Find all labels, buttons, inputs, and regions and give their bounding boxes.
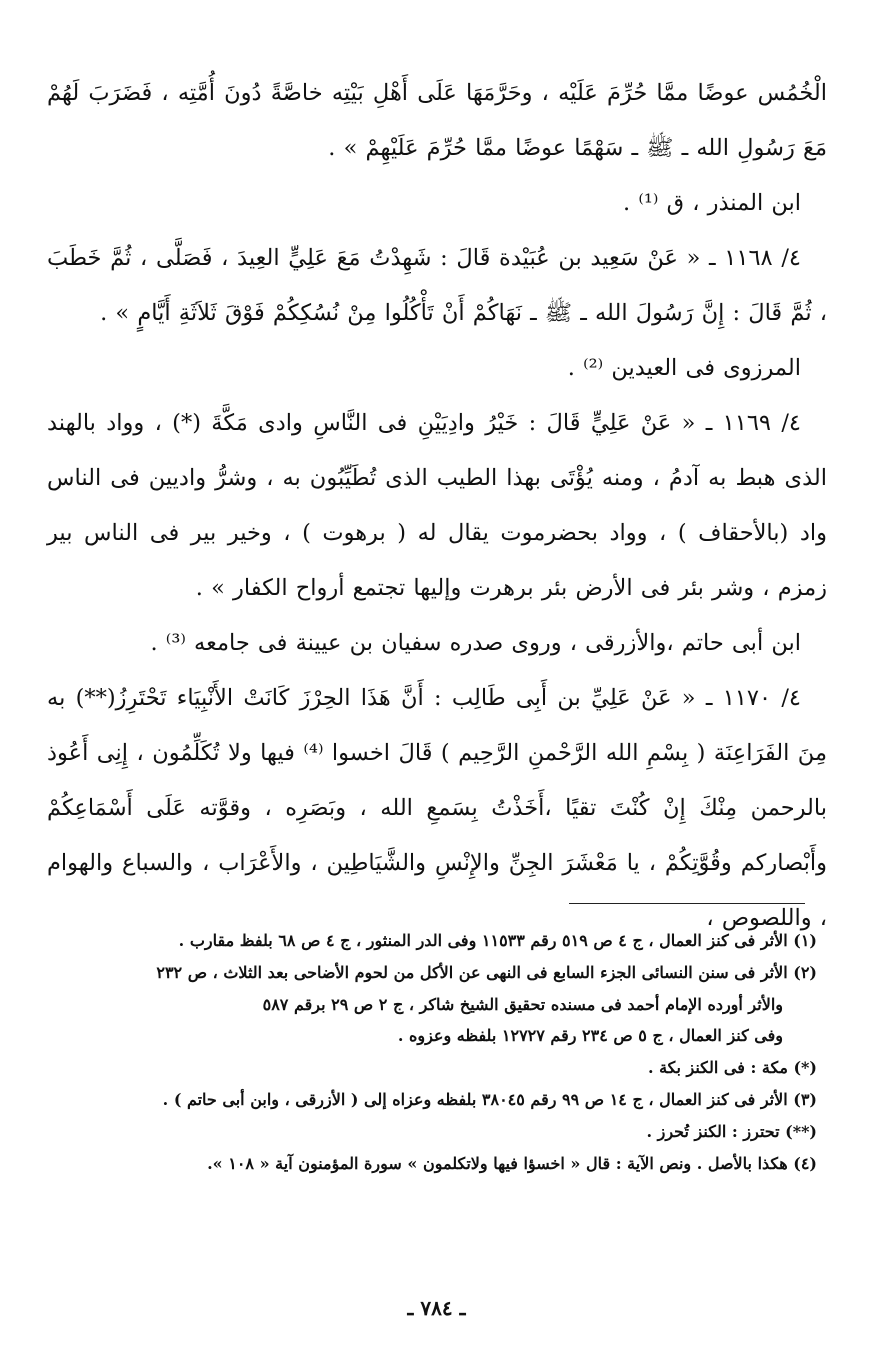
body-paragraph: ٤/ ١١٦٩ ـ « عَنْ عَلِيٍّ قَالَ : خَيْرُ وادِيَيْنِ فى النَّاسِ وادى مَكَّةَ (*) ، وواد بالهند الذى هبط به آدمُ ، ومنه يُؤْتَى بهذا الطيب الذى تُطَيِّبُون به ، وشرُّ واديين فى الناس واد (بالأحقاف ) ، وواد بحضرموت يقال له ( برهوت ) ، وخير بير فى الناس بير زمزم ، وشر بئر فى الأرض بئر برهرت وإليها تجتمع أرواح الكفار » . bbox=[47, 410, 827, 601]
footnote-line: والأثر أورده الإمام أحمد فى مسنده تحقيق الشيخ شاكر ، ج ٢ ص ٢٩ برقم ٥٨٧ bbox=[262, 994, 783, 1014]
footnote-line: (٣) الأثر فى كنز العمال ، ج ١٤ ص ٩٩ رقم ٣٨٠٤٥ بلفظه وعزاه إلى ( الأزرقى ، وابن أبى حاتم ) . bbox=[162, 1089, 817, 1109]
body-paragraph: الْخُمُس عوضًا ممَّا حُرِّمَ عَلَيْه ، وحَرَّمَهَا عَلَى أَهْلِ بَيْتِه خاصَّةً دُونَ أُمَّتِه ، فَضَرَبَ لَهُمْ مَعَ رَسُولِ الله ـ ﷺ ـ سَهْمًا عوضًا ممَّا حُرِّمَ عَلَيْهِمْ » . bbox=[47, 80, 827, 161]
body-paragraph: ابن المنذر ، ق ⁽¹⁾ . bbox=[623, 190, 801, 216]
footnote-line: (*) مكة : فى الكنز بكة . bbox=[647, 1058, 817, 1078]
main-text bbox=[47, 66, 827, 946]
footnote-line: (١) الأثر فى كنز العمال ، ج ٤ ص ٥١٩ رقم ١١٥٣٣ وفى الدر المنثور ، ج ٤ ص ٦٨ بلفظ مقارب . bbox=[178, 931, 817, 950]
body-paragraph: ابن أبى حاتم ،والأزرقى ، وروى صدره سفيان بن عيينة فى جامعه ⁽³⁾ . bbox=[150, 630, 801, 656]
footnote-line: (٢) الأثر فى سنن النسائى الجزء السابع فى النهى عن الأكل من لحوم الأضاحى بعد الثلاث ، ص ٢٣٢ bbox=[156, 962, 817, 982]
footnote-line: وفى كنز العمال ، ج ٥ ص ٢٣٤ رقم ١٢٧٢٧ بلفظه وعزوه . bbox=[397, 1026, 783, 1046]
body-paragraph: ٤/ ١١٧٠ ـ « عَنْ عَلِيِّ بن أَبِى طَالِب : أَنَّ هَذَا الحِرْزَ كَانَتْ الأَنْبِيَاء تَحْتَرِزُ(**) به مِنَ الفَرَاعِنَة ( بِسْمِ الله الرَّحْمنِ الرَّحِيم ) قَالَ اخسوا ⁽⁴⁾ فيها ولا تُكَلِّمُون ، إِنِى أَعُوذ بالرحمن مِنْكَ إِنْ كُنْتَ تقيًا ،أَخَذْتُ بِسَمعِ الله ، وبَصَرِه ، وقوَّته عَلَى أَسْمَاعِكُمْ وأَبْصاركم وقُوَّتِكُمْ ، يا مَعْشَرَ الجِنِّ والإِنْسِ والشَّيَاطِين ، والأَعْرَاب ، والسباع والهوام ، واللصوص ، bbox=[47, 685, 827, 931]
footnote-line: (**) تحترز : الكنز تُحرز . bbox=[646, 1121, 817, 1141]
body-paragraph: ٤/ ١١٦٨ ـ « عَنْ سَعِيد بن عُبَيْدة قَالَ : شَهِدْتُ مَعَ عَلِيٍّ العِيدَ ، فَصَلَّى ، ثُمَّ خَطَبَ ، ثُمَّ قَالَ : إِنَّ رَسُولَ الله ـ ﷺ ـ نَهَاكُمْ أَنْ تَأْكُلُوا مِنْ نُسُكِكُمْ فَوْقَ ثَلاَثَةِ أَيَّامٍ » . bbox=[47, 245, 827, 326]
footnote-line: (٤) هكذا بالأصل . ونص الآية : قال « اخسؤا فيها ولاتكلمون » سورة المؤمنون آية « ١٠٨ ». bbox=[207, 1153, 817, 1173]
body-paragraph: المرزوى فى العيدين ⁽²⁾ . bbox=[567, 355, 801, 381]
page-number: ـ ٧٨٤ ـ bbox=[407, 1296, 466, 1320]
footnotes bbox=[57, 925, 817, 1179]
footnote-separator bbox=[569, 903, 805, 904]
